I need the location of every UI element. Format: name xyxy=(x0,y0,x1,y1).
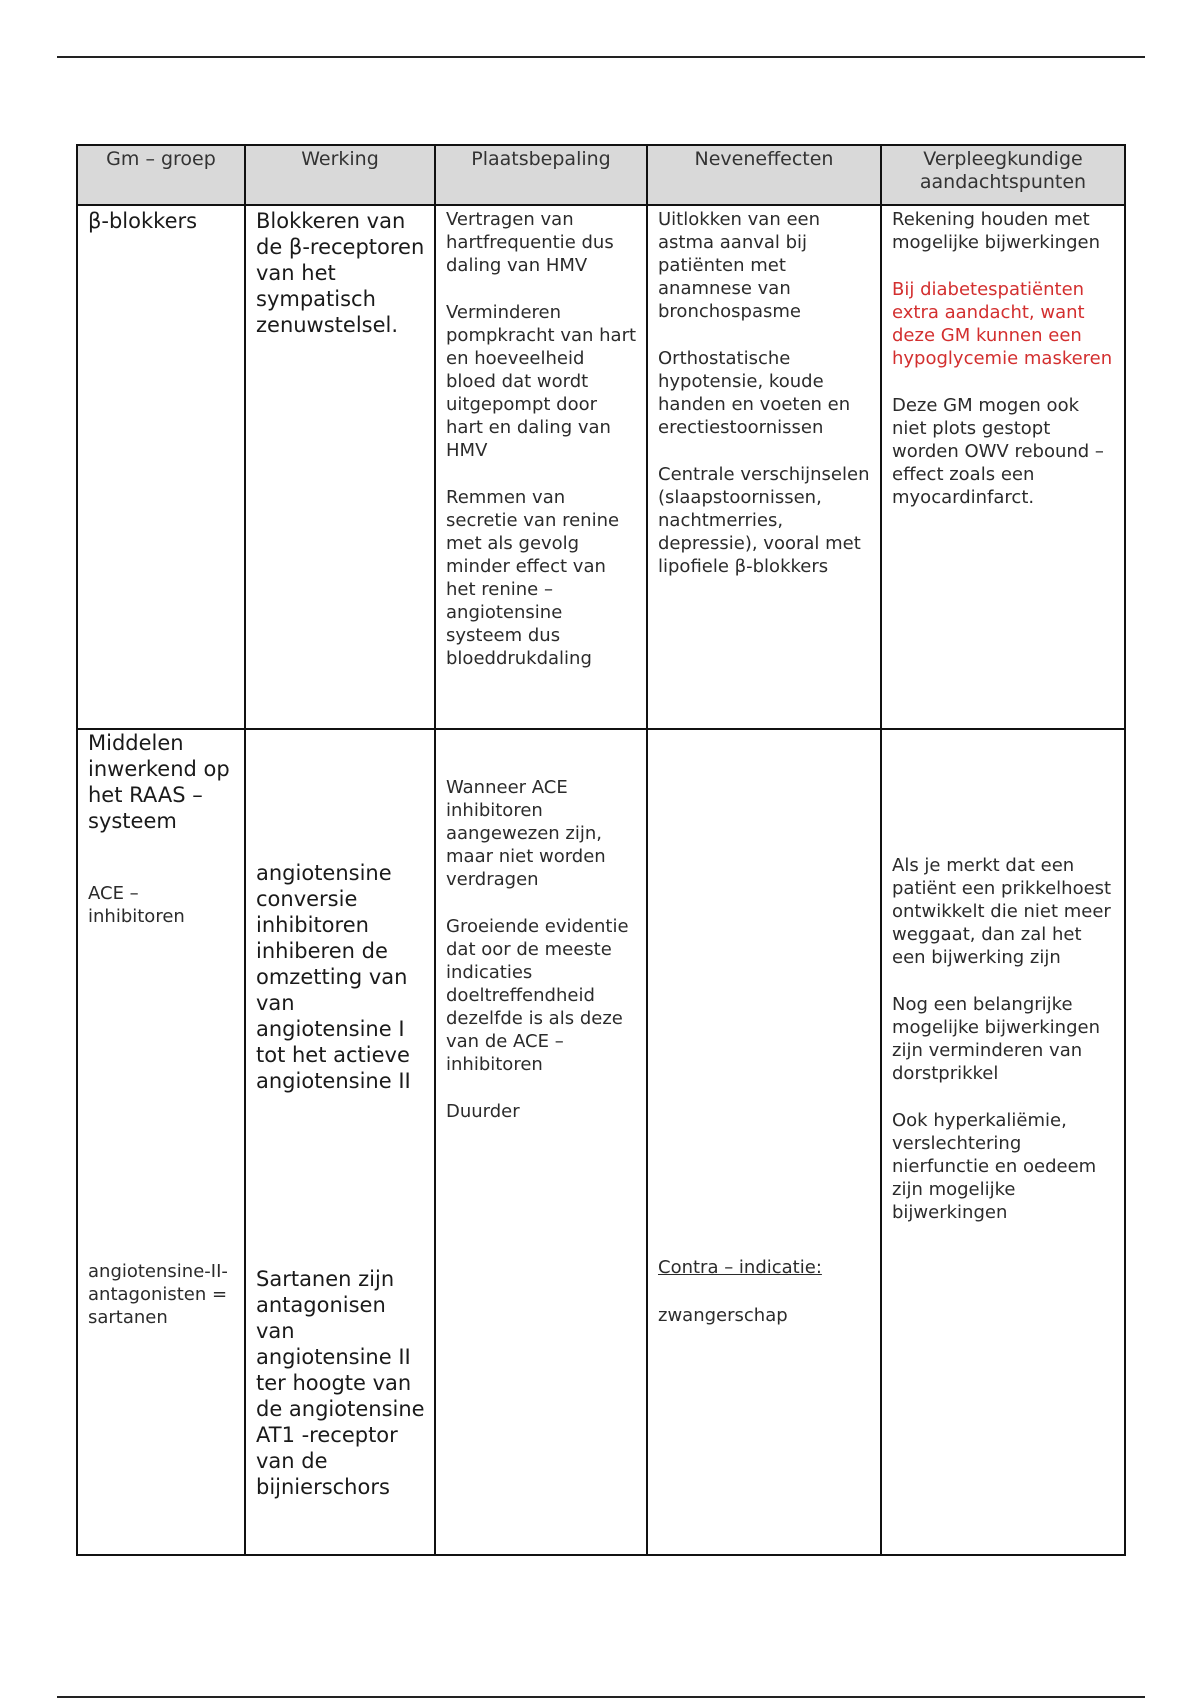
header-row xyxy=(77,145,1125,205)
ace-label: ACE – inhibitoren xyxy=(88,883,185,927)
arb-label: angiotensine-II-antagonisten = sartanen xyxy=(88,1261,228,1328)
group-title: Middelen inwerkend op het RAAS – systeem xyxy=(88,731,230,833)
plaats-item: Vertragen van hartfrequentie dus daling van HMV xyxy=(446,209,614,276)
aandacht-item: Rekening houden met mogelijke bijwerkingen xyxy=(892,209,1100,253)
cell-group xyxy=(77,205,245,729)
header-gm-groep: Gm – groep xyxy=(77,145,245,205)
aandacht-item: Nog een belangrijke mogelijke bijwerkingen zijn verminderen van dorstprikkel xyxy=(892,994,1100,1084)
header-verpleegkundige-aandachtspunten: Verpleegkundige aandachtspunten xyxy=(881,145,1125,205)
neven-item: Uitlokken van een astma aanval bij patiënten met anamnese van bronchospasme xyxy=(658,209,821,322)
werking-arb: Sartanen zijn antagonisen van angiotensine II ter hoogte van de angiotensine AT1 -receptor van de bijnierschors xyxy=(256,1267,425,1499)
medication-table xyxy=(76,144,1126,1556)
cell-aandachtspunten xyxy=(881,205,1125,729)
table-row-beta-blokkers xyxy=(77,205,1125,729)
aandacht-item: Ook hyperkaliëmie, verslechtering nierfunctie en oedeem zijn mogelijke bijwerkingen xyxy=(892,1110,1097,1223)
header-werking: Werking xyxy=(245,145,435,205)
plaats-item: Wanneer ACE inhibitoren aangewezen zijn, maar niet worden verdragen xyxy=(446,777,606,890)
header-neveneffecten: Neveneffecten xyxy=(647,145,881,205)
aandacht-item: Deze GM mogen ook niet plots gestopt worden OWV rebound – effect zoals een myocardinfarct. xyxy=(892,395,1104,508)
cell-plaatsbepaling xyxy=(435,729,647,1555)
contra-indicatie-value: zwangerschap xyxy=(658,1305,788,1326)
plaats-item: Groeiende evidentie dat oor de meeste indicaties doeltreffendheid dezelfde is als deze van de ACE – inhibitoren xyxy=(446,916,629,1075)
cell-plaatsbepaling xyxy=(435,205,647,729)
werking-ace: angiotensine conversie inhibitoren inhiberen de omzetting van van angiotensine I tot het actieve angiotensine II xyxy=(256,861,411,1093)
header-rule xyxy=(57,56,1145,58)
werking-text: Blokkeren van de β-receptoren van het sympatisch zenuwstelsel. xyxy=(256,209,425,337)
neven-item: Orthostatische hypotensie, koude handen en voeten en erectiestoornissen xyxy=(658,348,851,438)
plaats-item: Remmen van secretie van renine met als gevolg minder effect van het renine – angiotensine systeem dus bloeddrukdaling xyxy=(446,487,620,669)
neven-item: Centrale verschijnselen (slaapstoornissen, nachtmerries, depressie), vooral met lipofiele β-blokkers xyxy=(658,464,870,577)
header-plaatsbepaling: Plaatsbepaling xyxy=(435,145,647,205)
contra-indicatie-label: Contra – indicatie: xyxy=(658,1257,822,1278)
plaats-item: Duurder xyxy=(446,1101,520,1122)
cell-werking xyxy=(245,729,435,1555)
cell-aandachtspunten xyxy=(881,729,1125,1555)
group-name: β-blokkers xyxy=(88,209,198,233)
plaats-item: Verminderen pompkracht van hart en hoeveelheid bloed dat wordt uitgepompt door hart en daling van HMV xyxy=(446,302,637,461)
aandacht-item-warning: Bij diabetespatiënten extra aandacht, want deze GM kunnen een hypoglycemie maskeren xyxy=(892,279,1113,369)
aandacht-item: Als je merkt dat een patiënt een prikkelhoest ontwikkelt die niet meer weggaat, dan zal het een bijwerking zijn xyxy=(892,855,1112,968)
cell-werking xyxy=(245,205,435,729)
cell-group xyxy=(77,729,245,1555)
cell-neveneffecten xyxy=(647,205,881,729)
footer-rule xyxy=(57,1696,1145,1698)
table-row-raas xyxy=(77,729,1125,1555)
cell-neveneffecten xyxy=(647,729,881,1555)
